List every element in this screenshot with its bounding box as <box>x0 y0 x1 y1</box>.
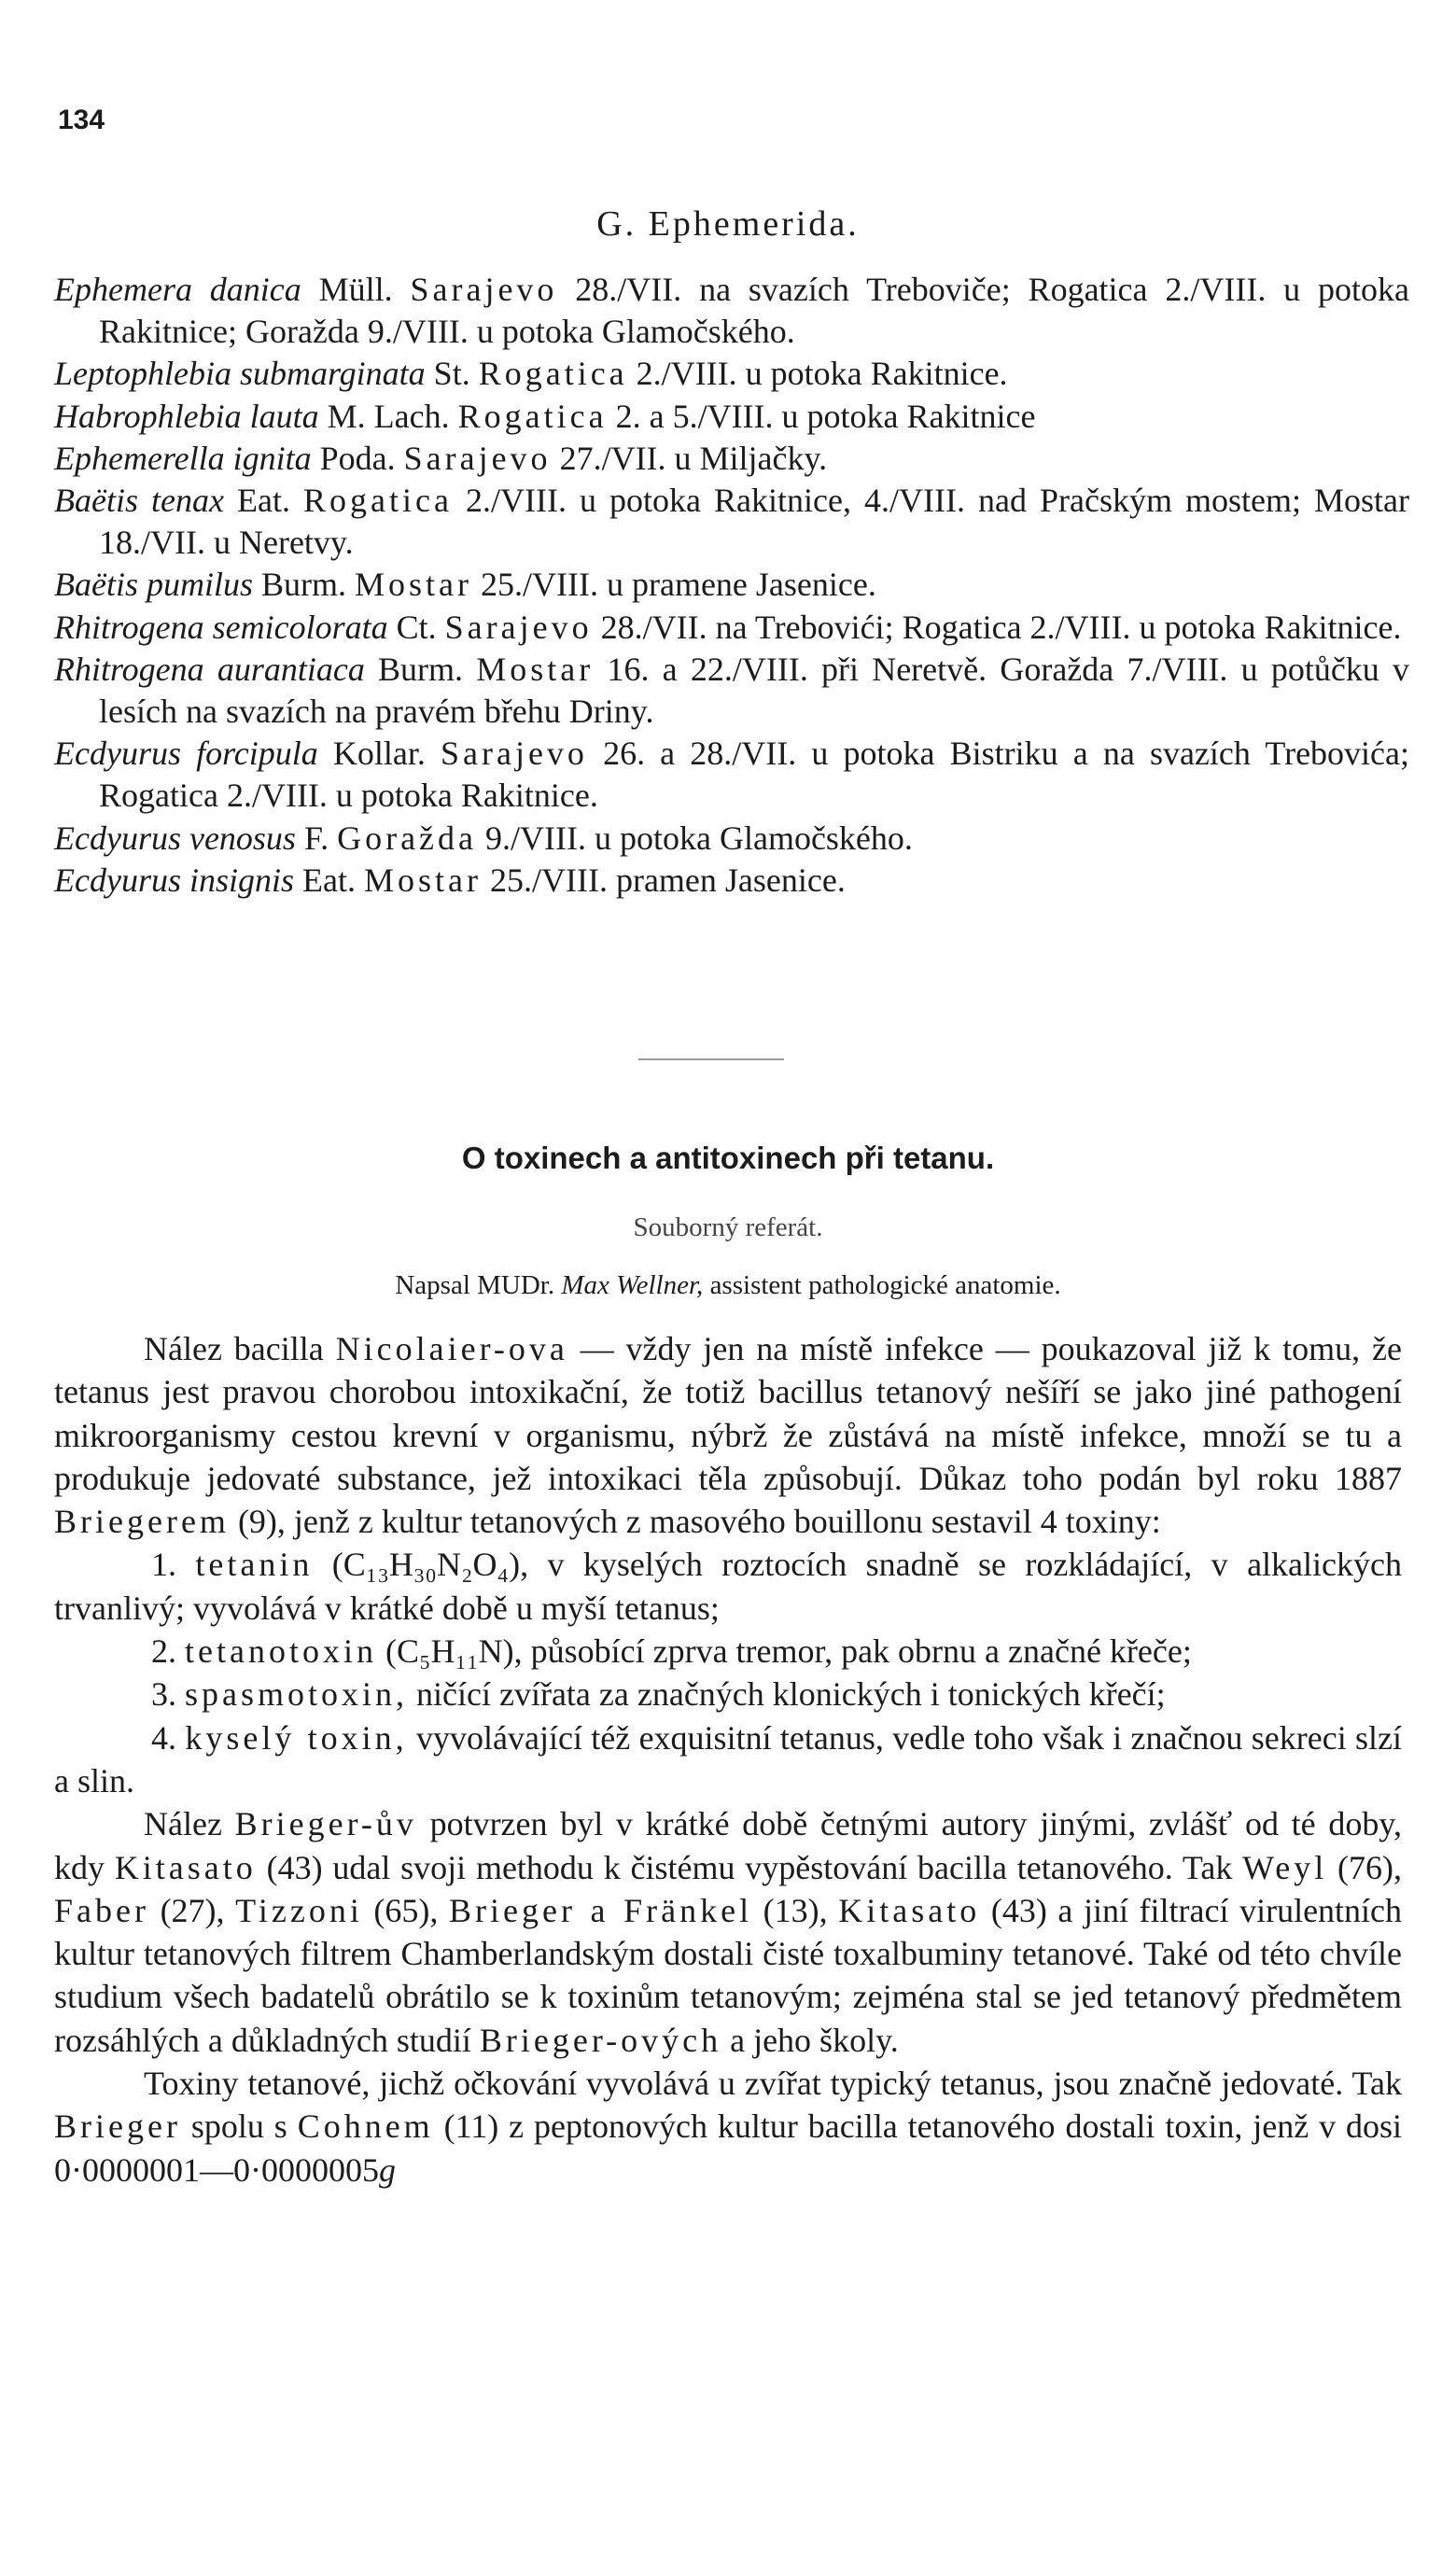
person-name: Kitasato <box>114 1848 257 1886</box>
toxin-name: tetanin <box>195 1546 314 1584</box>
species-place: Sarajevo <box>440 735 588 773</box>
species-author: M. Lach. <box>327 397 450 435</box>
species-name: Ecdyurus forcipula <box>54 735 318 773</box>
species-text: 2. a 5./VIII. u potoka Rakitnice <box>615 397 1036 435</box>
species-author: Müll. <box>318 271 393 308</box>
toxin-item <box>54 1716 1402 1803</box>
species-text: 26. a 28./VII. u potoka Bistriku a na svazích Trebovića; Rogatica 2./VIII. u potoka Rakitnice. <box>99 735 1410 815</box>
species-name: Ecdyurus venosus <box>54 819 296 857</box>
paragraph <box>54 2062 1402 2192</box>
toxin-item <box>54 1673 1402 1716</box>
species-entry <box>54 860 1409 902</box>
species-name: Rhitrogena semicolorata <box>54 608 388 646</box>
paragraph <box>54 1327 1402 1543</box>
person-name: Brieger-ových <box>479 2021 722 2059</box>
person-name: Brieger a Fränkel <box>449 1891 753 1929</box>
species-place: Mostar <box>355 566 473 604</box>
author-suffix: assistent pathologické anatomie. <box>709 1270 1061 1300</box>
text-run: (13), <box>763 1891 828 1929</box>
person-name: Tizzoni <box>235 1891 363 1929</box>
species-author: Burm. <box>261 566 347 604</box>
item-number: 3. <box>151 1675 176 1714</box>
species-text: 2./VIII. u potoka Rakitnice. <box>636 355 1008 393</box>
text-run: Nález <box>144 1805 222 1843</box>
author-name: Max Wellner, <box>561 1270 704 1300</box>
text-run: (43) a jiní filtrací virulentních kultur tetanových filtrem Chamberlandským dostali čisté toxalbuminy tetanové. Také od této chvíle studium všech badatelů obrátilo se k toxinům tetanovým; zejména stal se jed tetanový předmětem rozsáhlých a důkladných studií <box>54 1891 1403 2059</box>
text-run: (9), jenž z kultur tetanových z masového bouillonu sestavil 4 toxiny: <box>237 1503 1161 1541</box>
text-run: (27), <box>160 1891 225 1929</box>
chemical-formula: (C₁₃H₃₀N₂O₄), <box>331 1546 529 1584</box>
article-subtitle: Souborný referát. <box>633 1212 823 1242</box>
toxin-name: tetanotoxin <box>185 1632 377 1671</box>
species-place: Sarajevo <box>444 608 593 646</box>
species-entry <box>54 353 1409 395</box>
species-entry <box>54 818 1409 860</box>
toxin-name: kyselý toxin, <box>185 1718 408 1757</box>
species-entry <box>54 649 1409 733</box>
item-number: 1. <box>151 1546 176 1584</box>
page-number: 134 <box>58 105 105 135</box>
species-author: Eat. <box>237 482 290 520</box>
species-text: 25./VIII. u pramene Jasenice. <box>481 566 876 604</box>
text-run: ničící zvířata za značných klonických i tonických křečí; <box>416 1675 1166 1714</box>
species-place: Mostar <box>363 861 482 899</box>
species-name: Baëtis pumilus <box>54 566 253 604</box>
person-name: Brieger <box>54 2108 181 2146</box>
species-author: Eat. <box>302 861 356 899</box>
species-entry <box>54 607 1409 649</box>
species-entry <box>54 480 1409 564</box>
text-run: — vždy jen na místě infekce — poukazoval již k tomu, že tetanus jest pravou chorobou intoxikační, že totiž bacillus tetanový nešíří se jako jiné pathogení mikroorganismy cestou krevní v organismu, nýbrž že zůstává na místě infekce, množí se tu a produkuje jedovaté substance, jež intoxikaci těla způsobují. Důkaz toho podán byl roku 1887 <box>54 1330 1402 1497</box>
species-text: 28./VII. na Trebovići; Rogatica 2./VIII. u potoka Rakitnice. <box>600 608 1402 646</box>
author-prefix: Napsal MUDr. <box>395 1270 555 1300</box>
species-text: 25./VIII. pramen Jasenice. <box>489 861 846 899</box>
species-name: Habrophlebia lauta <box>54 397 319 435</box>
text-run: (76), <box>1337 1848 1402 1886</box>
person-name: Faber <box>54 1891 149 1929</box>
species-entry <box>54 438 1409 480</box>
text-run: (11) z peptonových kultur bacilla tetanového dostali toxin, jenž v dosi 0·0000001—0·0000005 <box>54 2108 1403 2189</box>
paragraph <box>54 1802 1402 2062</box>
species-author: Poda. <box>319 439 396 477</box>
item-number: 4. <box>151 1718 176 1757</box>
text-run: (43) udal svoji methodu k čistému vypěstování bacilla tetanového. Tak <box>266 1848 1233 1886</box>
author-line <box>0 1270 1456 1301</box>
chemical-formula: (C₅H₁₁N), <box>385 1632 523 1671</box>
unit: g <box>378 2150 396 2189</box>
species-text: 16. a 22./VIII. při Neretvě. Goražda 7./VIII. u potůčku v lesích na svazích na pravém břehu Driny. <box>99 650 1409 731</box>
species-name: Ephemera danica <box>54 271 301 308</box>
species-name: Baëtis tenax <box>54 482 224 520</box>
species-name: Rhitrogena aurantiaca <box>54 650 365 688</box>
species-text: 2./VIII. u potoka Rakitnice, 4./VIII. nad Pračským mostem; Mostar 18./VII. u Neretvy. <box>99 482 1410 562</box>
species-place: Sarajevo <box>403 439 552 477</box>
toxin-item <box>54 1630 1402 1673</box>
species-author: Ct. <box>396 608 437 646</box>
text-run: Nález bacilla <box>144 1330 324 1367</box>
species-entry <box>54 564 1409 606</box>
text-run: vyvolávající též exquisitní tetanus, vedle toho však i značnou sekreci slzí a slin. <box>54 1718 1403 1800</box>
article-title: O toxinech a antitoxinech při tetanu. <box>461 1141 995 1175</box>
toxin-name: spasmotoxin, <box>185 1675 409 1714</box>
species-name: Ephemerella ignita <box>54 439 312 477</box>
person-name: Briegerem <box>54 1503 230 1541</box>
species-entry <box>54 269 1409 353</box>
species-place: Goražda <box>337 819 478 857</box>
text-run: Toxiny tetanové, jichž očkování vyvolává u zvířat typický tetanus, jsou značně jedovaté. Tak <box>144 2065 1402 2103</box>
person-name: Nicolaier-ova <box>335 1330 568 1367</box>
species-author: Burm. <box>378 650 464 688</box>
text-run: a jeho školy. <box>730 2021 899 2059</box>
person-name: Cohnem <box>297 2108 434 2146</box>
text-run: (65), <box>373 1891 439 1929</box>
text-run: spolu s <box>190 2108 287 2146</box>
species-entry <box>54 733 1409 817</box>
species-entry <box>54 396 1409 438</box>
species-author: St. <box>433 355 470 393</box>
section-title: G. Ephemerida. <box>596 204 860 244</box>
species-list <box>54 269 1409 902</box>
species-text: 28./VII. na svazích Treboviče; Rogatica 2./VIII. u potoka Rakitnice; Goražda 9./VIII. u potoka Glamočského. <box>99 271 1409 351</box>
species-name: Ecdyurus insignis <box>54 861 294 899</box>
species-author: Kollar. <box>332 735 426 773</box>
species-author: F. <box>303 819 329 857</box>
species-place: Sarajevo <box>410 271 558 308</box>
species-place: Rogatica <box>457 397 608 435</box>
species-place: Mostar <box>476 650 595 688</box>
species-text: 9./VIII. u potoka Glamočského. <box>485 819 913 857</box>
toxin-item <box>54 1543 1402 1630</box>
species-text: 27./VII. u Miljačky. <box>559 439 828 477</box>
section-divider <box>638 1058 784 1060</box>
person-name: Weyl <box>1242 1848 1328 1886</box>
species-name: Leptophlebia submarginata <box>54 355 426 393</box>
text-run: potvrzen byl v krátké době četnými autory jinými, zvlášť od té doby, kdy <box>54 1805 1403 1886</box>
species-place: Rogatica <box>303 482 453 520</box>
article-body <box>54 1327 1402 2192</box>
text-run: v kyselých roztocích snadně se rozkládající, v alkalických trvanlivý; vyvolává v krátké době u myší tetanus; <box>54 1546 1402 1627</box>
item-number: 2. <box>151 1632 176 1671</box>
species-place: Rogatica <box>478 355 628 393</box>
person-name: Kitasato <box>838 1891 981 1929</box>
person-name: Brieger-ův <box>234 1805 417 1843</box>
text-run: působící zprva tremor, pak obrnu a značné křeče; <box>530 1632 1192 1671</box>
